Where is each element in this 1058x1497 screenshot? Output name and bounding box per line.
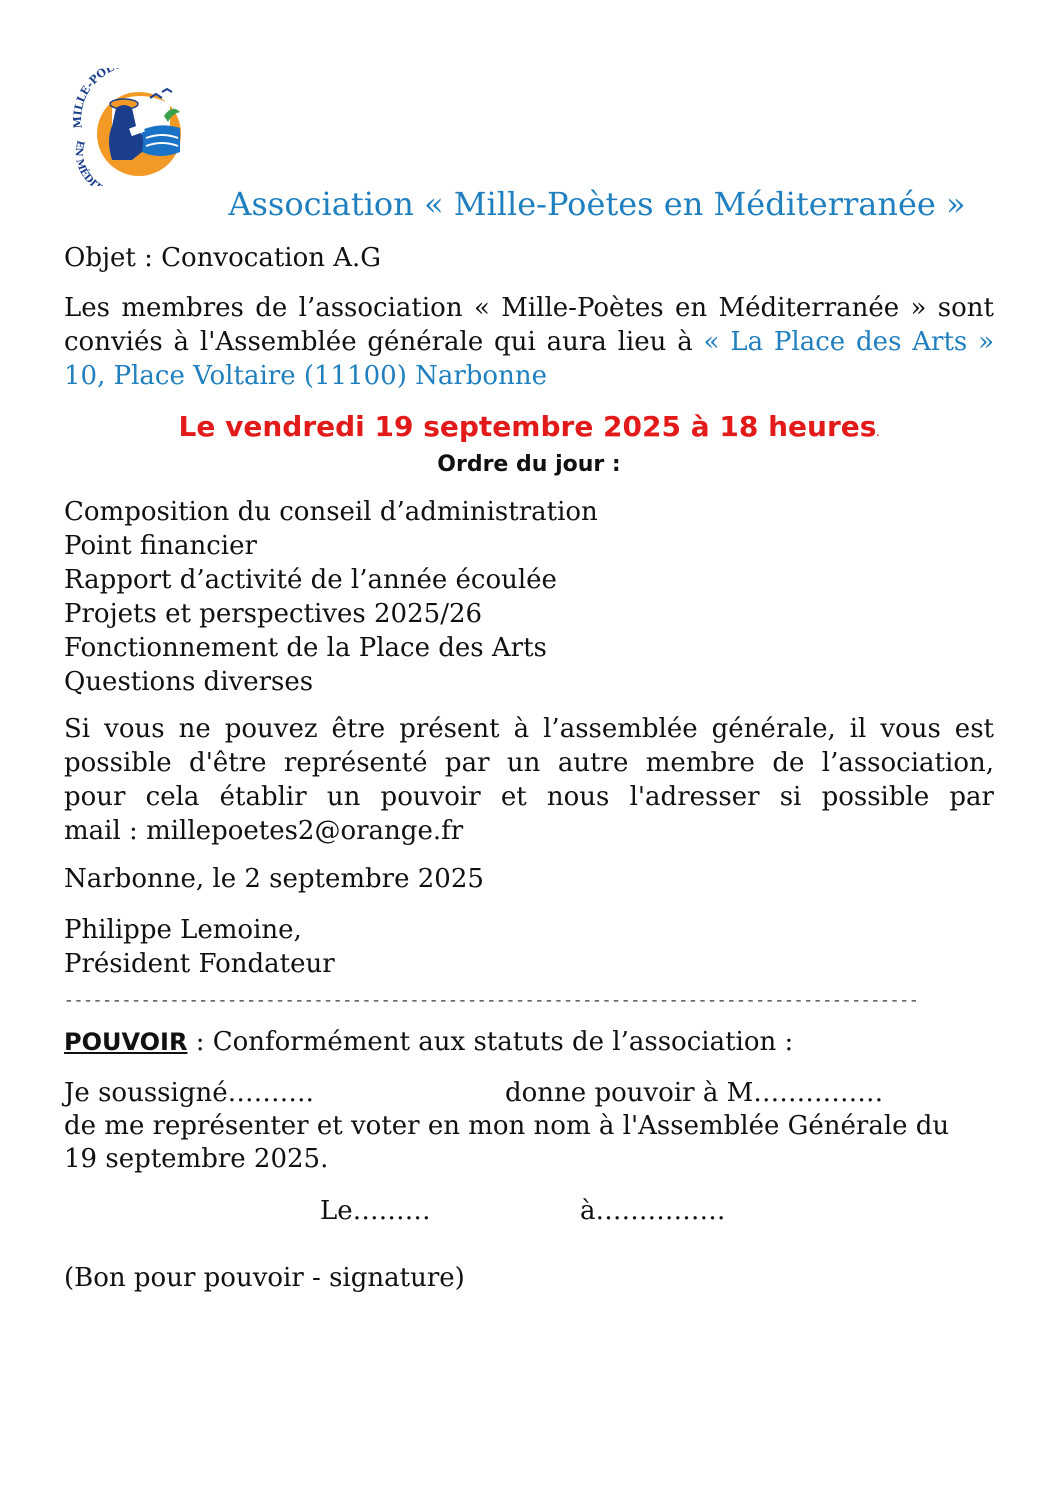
pouvoir-line-2: de me représenter et voter en mon nom à l'Assemblée Générale du bbox=[64, 1111, 950, 1141]
signatory-role: Président Fondateur bbox=[64, 949, 335, 979]
intro-line-2 bbox=[64, 325, 994, 359]
intro-paragraph bbox=[64, 291, 994, 393]
cut-separator: ----------------------------------------------------------------------------------------- bbox=[64, 992, 919, 1010]
agenda-title: Ordre du jour : bbox=[437, 452, 621, 477]
meeting-date-dot: . bbox=[876, 429, 880, 438]
gives-power-field: donne pouvoir à M…………… bbox=[505, 1078, 884, 1108]
signature-line: (Bon pour pouvoir - signature) bbox=[64, 1263, 465, 1293]
agenda-item: Rapport d’activité de l’année écoulée bbox=[64, 565, 557, 595]
proxy-note-line-3: pour cela établir un pouvoir et nous l'adresser si possible par bbox=[64, 782, 994, 812]
signatory bbox=[64, 913, 335, 981]
date-field: Le……… bbox=[320, 1196, 431, 1226]
agenda-item: Fonctionnement de la Place des Arts bbox=[64, 633, 547, 663]
proxy-note-line-4: mail : millepoetes2@orange.fr bbox=[64, 816, 464, 846]
undersigned-field: Je soussigné………. bbox=[64, 1078, 314, 1108]
meeting-date-text: Le vendredi 19 septembre 2025 à 18 heures bbox=[178, 410, 877, 443]
proxy-note-line-2: possible d'être représenté par un autre membre de l’association, bbox=[64, 748, 994, 778]
agenda-item: Composition du conseil d’administration bbox=[64, 497, 598, 527]
venue-address: 10, Place Voltaire (11100) Narbonne bbox=[64, 361, 547, 391]
pouvoir-heading-text: : Conformément aux statuts de l’association : bbox=[187, 1027, 794, 1057]
association-title: Association « Mille-Poètes en Méditerranée » bbox=[228, 185, 966, 223]
meeting-date bbox=[0, 407, 1058, 454]
place-field: à…………… bbox=[580, 1196, 726, 1226]
logo-emblem bbox=[72, 68, 206, 186]
venue-name: « La Place des Arts » bbox=[703, 327, 994, 357]
proxy-note-line-1: Si vous ne pouvez être présent à l’assemblée générale, il vous est bbox=[64, 714, 994, 744]
intro-line-2-text: conviés à l'Assemblée générale qui aura lieu à bbox=[64, 327, 704, 357]
place-date: Narbonne, le 2 septembre 2025 bbox=[64, 864, 484, 894]
agenda-item: Questions diverses bbox=[64, 667, 314, 697]
signatory-name: Philippe Lemoine, bbox=[64, 915, 302, 945]
logo-top-text: MILLE-POÈ bbox=[72, 68, 117, 129]
agenda-item: Projets et perspectives 2025/26 bbox=[64, 599, 483, 629]
subject-line: Objet : Convocation A.G bbox=[64, 243, 382, 273]
intro-line-1: Les membres de l’association « Mille-Poètes en Méditerranée » sont bbox=[64, 293, 994, 323]
pouvoir-label: POUVOIR bbox=[64, 1028, 188, 1056]
pouvoir-line-3: 19 septembre 2025. bbox=[64, 1144, 329, 1174]
agenda-item: Point financier bbox=[64, 531, 257, 561]
association-logo bbox=[72, 68, 206, 186]
proxy-note bbox=[64, 712, 994, 848]
logo-bottom-text: EN MÉDI bbox=[72, 139, 99, 186]
pouvoir-heading bbox=[64, 1025, 793, 1059]
sea-waves bbox=[142, 125, 180, 156]
agenda-list bbox=[64, 495, 598, 699]
